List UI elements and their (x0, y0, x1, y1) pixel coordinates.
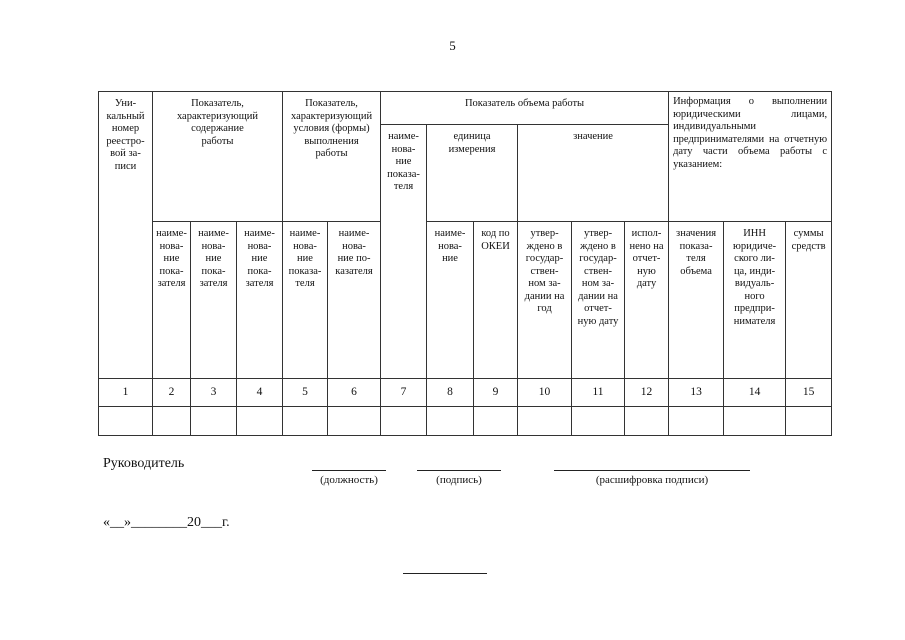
column-number: 6 (328, 379, 381, 407)
empty-cell (669, 407, 724, 436)
head-label: Руководитель (103, 456, 185, 471)
decoding-line (554, 470, 750, 471)
column-number-row (99, 379, 832, 407)
empty-cell (153, 407, 191, 436)
header-info-values: значения показа- теля объема (669, 222, 724, 379)
empty-cell (625, 407, 669, 436)
header-info-inn: ИНН юридиче- ского ли- ца, инди- видуаль- ного предпри- нимателя (724, 222, 786, 379)
empty-cell (474, 407, 518, 436)
header-content-group: Показатель, характеризующий содержание работы (153, 92, 283, 222)
header-volume-value: значение (518, 125, 669, 222)
empty-cell (724, 407, 786, 436)
column-number: 4 (237, 379, 283, 407)
empty-cell (381, 407, 427, 436)
page-number: 5 (449, 38, 456, 53)
empty-cell (99, 407, 153, 436)
bottom-divider (403, 573, 487, 574)
empty-cell (427, 407, 474, 436)
decoding-caption: (расшифровка подписи) (595, 474, 709, 486)
column-number: 13 (669, 379, 724, 407)
header-volume-unit: единица измерения (427, 125, 518, 222)
report-table (98, 91, 832, 436)
header-info-group: Информация о выполнении юридическими лицами, индивидуальными предпринимателями на отчетную дату части объема работы с указанием: (669, 92, 832, 222)
column-number: 14 (724, 379, 786, 407)
column-number: 11 (572, 379, 625, 407)
header-volume-name: наиме- нова- ние показа- теля (381, 125, 427, 379)
header-content-col: наиме- нова- ние пока- зателя (237, 222, 283, 379)
column-number: 8 (427, 379, 474, 407)
empty-cell (786, 407, 832, 436)
header-value-report-date: утвер- ждено в государ- ствен- ном за- дании на отчет- ную дату (572, 222, 625, 379)
signature-caption: (подпись) (436, 474, 482, 486)
empty-cell (237, 407, 283, 436)
column-number: 5 (283, 379, 328, 407)
column-number: 3 (191, 379, 237, 407)
empty-cell (572, 407, 625, 436)
header-conditions-col: наиме- нова- ние показа- теля (283, 222, 328, 379)
header-info-sums: суммы средств (786, 222, 832, 379)
empty-cell (328, 407, 381, 436)
column-number: 15 (786, 379, 832, 407)
header-volume-group: Показатель объема работы (381, 92, 669, 125)
column-number: 7 (381, 379, 427, 407)
header-value-year: утвер- ждено в государ- ствен- ном за- дании на год (518, 222, 572, 379)
column-number: 9 (474, 379, 518, 407)
header-unit-okei: код по ОКЕИ (474, 222, 518, 379)
header-conditions-col: наиме- нова- ние по- казателя (328, 222, 381, 379)
header-row-3 (99, 222, 832, 379)
date-line: «__»________20___г. (103, 515, 230, 530)
column-number: 1 (99, 379, 153, 407)
header-content-col: наиме- нова- ние пока- зателя (191, 222, 237, 379)
empty-data-row (99, 407, 832, 436)
header-conditions-group: Показатель, характеризующий условия (формы) выполнения работы (283, 92, 381, 222)
column-number: 12 (625, 379, 669, 407)
empty-cell (518, 407, 572, 436)
empty-cell (191, 407, 237, 436)
header-content-col: наиме- нова- ние пока- зателя (153, 222, 191, 379)
header-unit-name: наиме- нова- ние (427, 222, 474, 379)
empty-cell (283, 407, 328, 436)
column-number: 10 (518, 379, 572, 407)
header-row-1 (99, 92, 832, 125)
header-unique-number: Уни- кальный номер реестро- вой за- писи (99, 92, 153, 379)
header-value-executed: испол- нено на отчет- ную дату (625, 222, 669, 379)
position-line (312, 470, 386, 471)
position-caption: (должность) (320, 474, 378, 486)
signature-line (417, 470, 501, 471)
column-number: 2 (153, 379, 191, 407)
